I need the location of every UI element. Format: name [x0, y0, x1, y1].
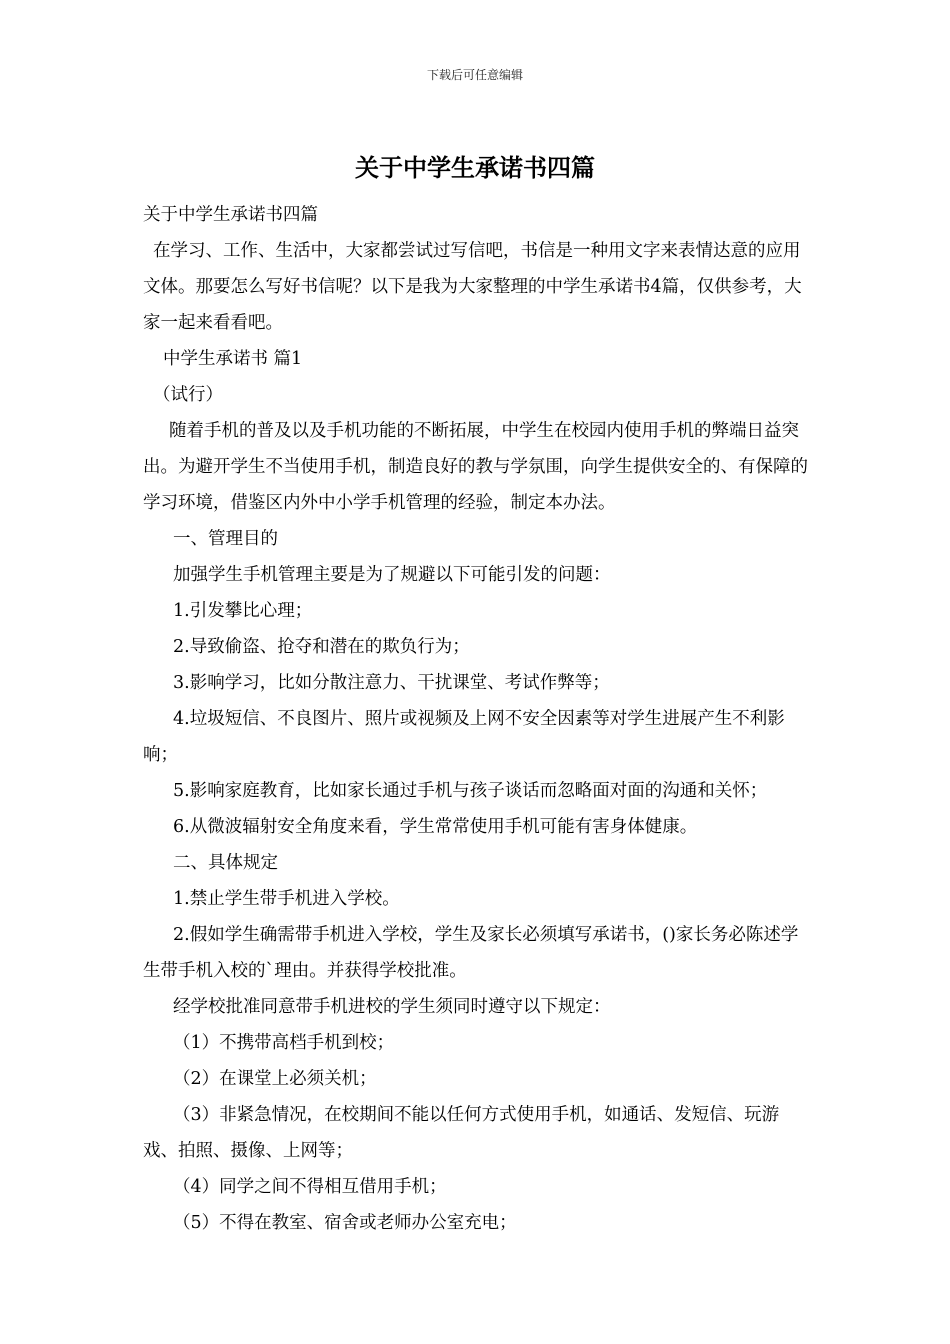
section-heading-piece-1: 中学生承诺书 篇1	[163, 349, 303, 369]
list-item: （2）在课堂上必须关机；	[173, 1069, 377, 1089]
body-paragraph: 随着手机的普及以及手机功能的不断拓展，中学生在校园内使用手机的弊端日益突出。为避开学生不当使用手机，制造良好的教与学氛围，向学生提供安全的、有保障的学习环境，借鉴区内外中小学手机管理的经验，制定本办法。	[143, 421, 808, 513]
body-paragraph: 加强学生手机管理主要是为了规避以下可能引发的问题：	[173, 565, 611, 585]
list-item: （3）非紧急情况，在校期间不能以任何方式使用手机，如通话、发短信、玩游戏、拍照、摄像、上网等；	[143, 1105, 780, 1161]
list-item: 5.影响家庭教育，比如家长通过手机与孩子谈话而忽略面对面的沟通和关怀；	[173, 781, 768, 801]
list-item: 1.禁止学生带手机进入学校。	[173, 889, 400, 909]
document-body	[143, 197, 813, 1241]
body-paragraph: 经学校批准同意带手机进校的学生须同时遵守以下规定：	[173, 997, 611, 1017]
list-item: 1.引发攀比心理；	[173, 601, 313, 621]
list-item: （5）不得在教室、宿舍或老师办公室充电；	[173, 1213, 517, 1233]
header-note: 下载后可任意编辑	[426, 68, 523, 82]
subtitle-paragraph: 关于中学生承诺书四篇	[143, 205, 318, 225]
trial-note: （试行）	[153, 385, 223, 405]
intro-paragraph: 在学习、工作、生活中，大家都尝试过写信吧，书信是一种用文字来表情达意的应用文体。那要怎么写好书信呢？以下是我为大家整理的中学生承诺书4篇，仅供参考，大家一起来看看吧。	[143, 241, 802, 333]
list-item: （1）不携带高档手机到校；	[173, 1033, 395, 1053]
section-heading-rules: 二、具体规定	[173, 853, 278, 873]
list-item: 4.垃圾短信、不良图片、照片或视频及上网不安全因素等对学生进展产生不利影响；	[143, 709, 785, 765]
list-item: （4）同学之间不得相互借用手机；	[173, 1177, 447, 1197]
document-title: 关于中学生承诺书四篇	[355, 153, 595, 182]
list-item: 2.导致偷盗、抢夺和潜在的欺负行为；	[173, 637, 470, 657]
list-item: 3.影响学习，比如分散注意力、干扰课堂、考试作弊等；	[173, 673, 610, 693]
list-item: 6.从微波辐射安全角度来看，学生常常使用手机可能有害身体健康。	[173, 817, 698, 837]
list-item: 2.假如学生确需带手机进入学校，学生及家长必须填写承诺书，()家长务必陈述学生带手机入校的`理由。并获得学校批准。	[143, 925, 799, 981]
section-heading-purpose: 一、管理目的	[173, 529, 278, 549]
